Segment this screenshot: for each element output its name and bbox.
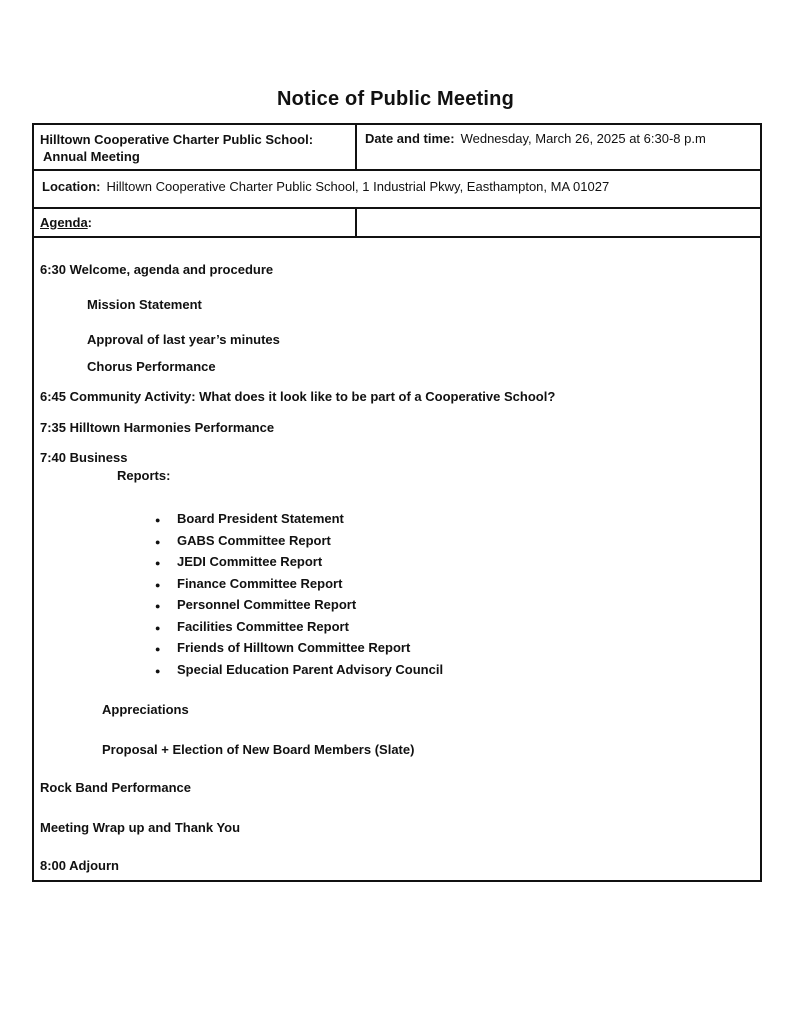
bullet-icon: ● — [155, 579, 161, 590]
report-list-item — [155, 552, 555, 574]
reports-bullet-list — [155, 509, 555, 681]
school-name-line2: Annual Meeting — [43, 149, 140, 164]
agenda-empty-cell — [357, 209, 760, 236]
location-label: Location: — [42, 179, 101, 194]
meeting-info-table — [32, 123, 762, 882]
report-list-item — [155, 660, 555, 682]
report-item-label: Personnel Committee Report — [177, 597, 357, 612]
agenda-item-approval-minutes: Approval of last year’s minutes — [87, 332, 280, 347]
agenda-item-board-election: Proposal + Election of New Board Members (Slate) — [102, 742, 415, 757]
bullet-icon: ● — [155, 515, 161, 525]
agenda-item-harmonies-performance: 7:35 Hilltown Harmonies Performance — [40, 420, 275, 435]
agenda-item-mission-statement: Mission Statement — [87, 297, 202, 312]
agenda-item-adjourn: 8:00 Adjourn — [40, 858, 119, 873]
school-datetime-row — [34, 125, 760, 171]
agenda-item-welcome: 6:30 Welcome, agenda and procedure — [40, 262, 274, 277]
agenda-item-rock-band: Rock Band Performance — [40, 780, 191, 795]
report-list-item — [155, 509, 555, 531]
report-item-label: Facilities Committee Report — [177, 618, 349, 634]
bullet-icon: ● — [155, 644, 161, 654]
report-list-item — [155, 617, 555, 639]
agenda-item-chorus-performance: Chorus Performance — [87, 359, 216, 374]
datetime-cell — [357, 125, 760, 169]
agenda-item-business: 7:40 Business — [40, 450, 128, 465]
bullet-icon: ● — [155, 601, 161, 611]
datetime-value: Wednesday, March 26, 2025 at 6:30-8 p.m — [460, 131, 706, 146]
agenda-item-reports-label: Reports: — [117, 468, 171, 483]
page-title: Notice of Public Meeting — [276, 88, 515, 110]
agenda-label-row — [34, 209, 760, 238]
agenda-item-wrap-up: Meeting Wrap up and Thank You — [40, 820, 241, 835]
agenda-body-row — [34, 238, 760, 880]
report-item-label: Special Education Parent Advisory Council — [177, 661, 444, 677]
report-list-item — [155, 638, 555, 660]
report-item-label: Finance Committee Report — [177, 575, 343, 591]
agenda-label-colon: : — [87, 215, 93, 230]
location-value: Hilltown Cooperative Charter Public School, 1 Industrial Pkwy, Easthampton, MA 01027 — [106, 179, 610, 194]
location-cell — [34, 171, 615, 207]
agenda-label-cell — [34, 209, 357, 236]
report-list-item — [155, 574, 555, 596]
report-list-item — [155, 531, 555, 553]
agenda-item-community-activity: 6:45 Community Activity: What does it look like to be part of a Cooperative School? — [40, 389, 556, 404]
bullet-icon: ● — [155, 622, 161, 633]
report-list-item — [155, 595, 555, 617]
datetime-label: Date and time: — [365, 131, 455, 146]
report-item-label: JEDI Committee Report — [177, 554, 323, 569]
bullet-icon: ● — [155, 665, 161, 676]
agenda-item-appreciations: Appreciations — [102, 702, 189, 717]
bullet-icon: ● — [155, 558, 161, 568]
report-item-label: GABS Committee Report — [177, 532, 331, 548]
report-item-label: Board President Statement — [177, 511, 344, 526]
bullet-icon: ● — [155, 536, 161, 547]
school-name-cell — [34, 125, 357, 169]
school-name-line1: Hilltown Cooperative Charter Public School: — [40, 132, 314, 147]
location-row — [34, 171, 760, 209]
report-item-label: Friends of Hilltown Committee Report — [177, 640, 411, 655]
agenda-label: Agenda — [40, 215, 88, 230]
agenda-body — [34, 238, 565, 880]
